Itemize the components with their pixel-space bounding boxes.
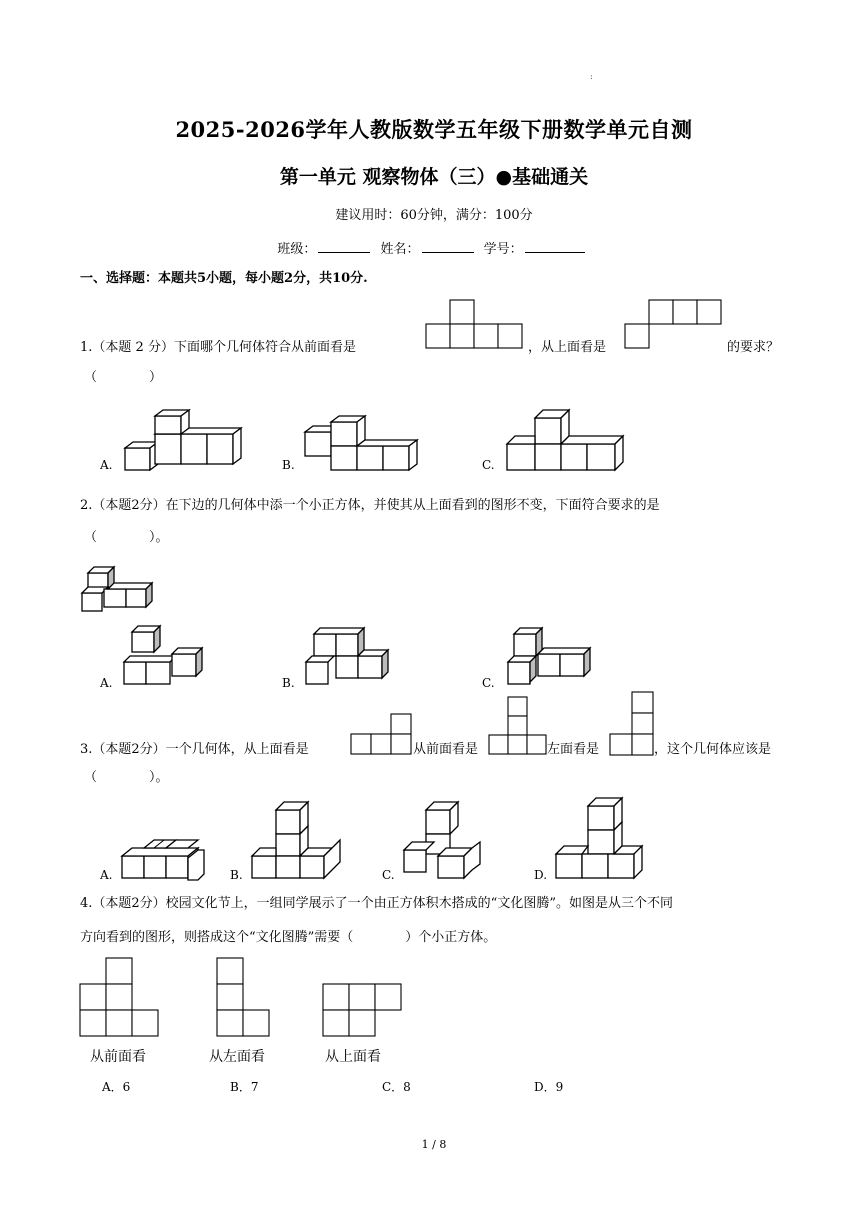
q3-front-view-figure [489, 697, 547, 759]
q1-option-c-label: C. [482, 458, 495, 472]
q4-option-b: B．7 [230, 1080, 259, 1094]
student-info-line [0, 238, 868, 257]
section-title: 一、选择题：本题共5小题，每小题2分，共10分. [80, 271, 368, 286]
q4-option-d: D．9 [534, 1080, 564, 1094]
q4-text-line1: 4.（本题2分）校园文化节上，一组同学展示了一个由正方体积木搭成的“文化图腾”。如图是从三个不同 [80, 896, 673, 911]
q4-top-view-figure [323, 984, 405, 1040]
q2-option-a-label: A. [100, 676, 113, 690]
q1-top-view-figure [625, 300, 725, 352]
name-blank [422, 240, 474, 253]
q2-option-b-figure [306, 624, 391, 686]
name-label: 姓名： [380, 242, 420, 257]
q3-option-c-label: C. [382, 868, 395, 882]
q1-text-c: 的要求？ [727, 340, 780, 355]
q3-option-d-label: D. [534, 868, 548, 882]
q3-answer-paren: （ ）。 [84, 770, 169, 785]
q4-front-view-figure [80, 958, 162, 1040]
corner-mark: : [590, 72, 593, 81]
id-blank [525, 240, 585, 253]
q3-option-d-figure [556, 796, 651, 882]
q1-text-b: ，从上面看是 [528, 340, 607, 355]
q3-text-c: 左面看是 [547, 742, 600, 757]
page-number: 1 / 8 [421, 1138, 447, 1151]
q2-answer-paren: （ ）。 [84, 530, 169, 545]
q4-option-a: A．6 [102, 1080, 131, 1094]
q3-top-view-figure [351, 714, 413, 756]
q3-text-d: ，这个几何体应该是 [654, 742, 772, 757]
q3-option-c-figure [404, 800, 486, 882]
q1-front-view-figure [426, 300, 526, 352]
class-label: 班级： [277, 242, 317, 257]
q1-option-a-figure [125, 408, 240, 470]
q4-text-line2: 方向看到的图形，则搭成这个“文化图腾”需要（ ）个小正方体。 [80, 930, 497, 945]
page-subtitle: 第一单元 观察物体（三）●基础通关 [279, 166, 589, 188]
q2-base-figure [82, 565, 157, 615]
q4-option-c: C．8 [382, 1080, 411, 1094]
q4-caption-front: 从前面看 [90, 1049, 146, 1065]
q1-option-c-figure [507, 408, 632, 470]
page-title: 2025-2026学年人教版数学五年级下册数学单元自测 [175, 117, 693, 142]
q3-option-b-figure [252, 800, 347, 882]
time-info: 建议用时：60分钟，满分：100分 [335, 208, 533, 223]
q2-option-c-label: C. [482, 676, 495, 690]
q4-caption-top: 从上面看 [325, 1049, 381, 1065]
id-label: 学号： [483, 242, 523, 257]
q3-option-a-figure [122, 836, 212, 882]
q4-caption-left: 从左面看 [209, 1049, 265, 1065]
q1-option-a-label: A. [100, 458, 113, 472]
class-blank [318, 240, 370, 253]
q3-text-b: 从前面看是 [413, 742, 479, 757]
q3-option-a-label: A. [100, 868, 113, 882]
q2-option-b-label: B. [282, 676, 295, 690]
q2-text: 2.（本题2分）在下边的几何体中添一个小正方体，并使其从上面看到的图形不变，下面符合要求的是 [80, 498, 660, 513]
q1-option-b-label: B. [282, 458, 295, 472]
q1-text-a: 1.（本题 2 分）下面哪个几何体符合从前面看是 [80, 340, 356, 355]
q2-option-a-figure [124, 624, 209, 686]
q1-answer-paren: （ ） [84, 370, 163, 385]
q2-option-c-figure [508, 624, 603, 686]
q3-text-a: 3.（本题2分）一个几何体，从上面看是 [80, 742, 309, 757]
q1-option-b-figure [305, 408, 420, 470]
q3-left-view-figure [610, 692, 655, 758]
q3-option-b-label: B. [230, 868, 243, 882]
q4-left-view-figure [217, 958, 273, 1040]
